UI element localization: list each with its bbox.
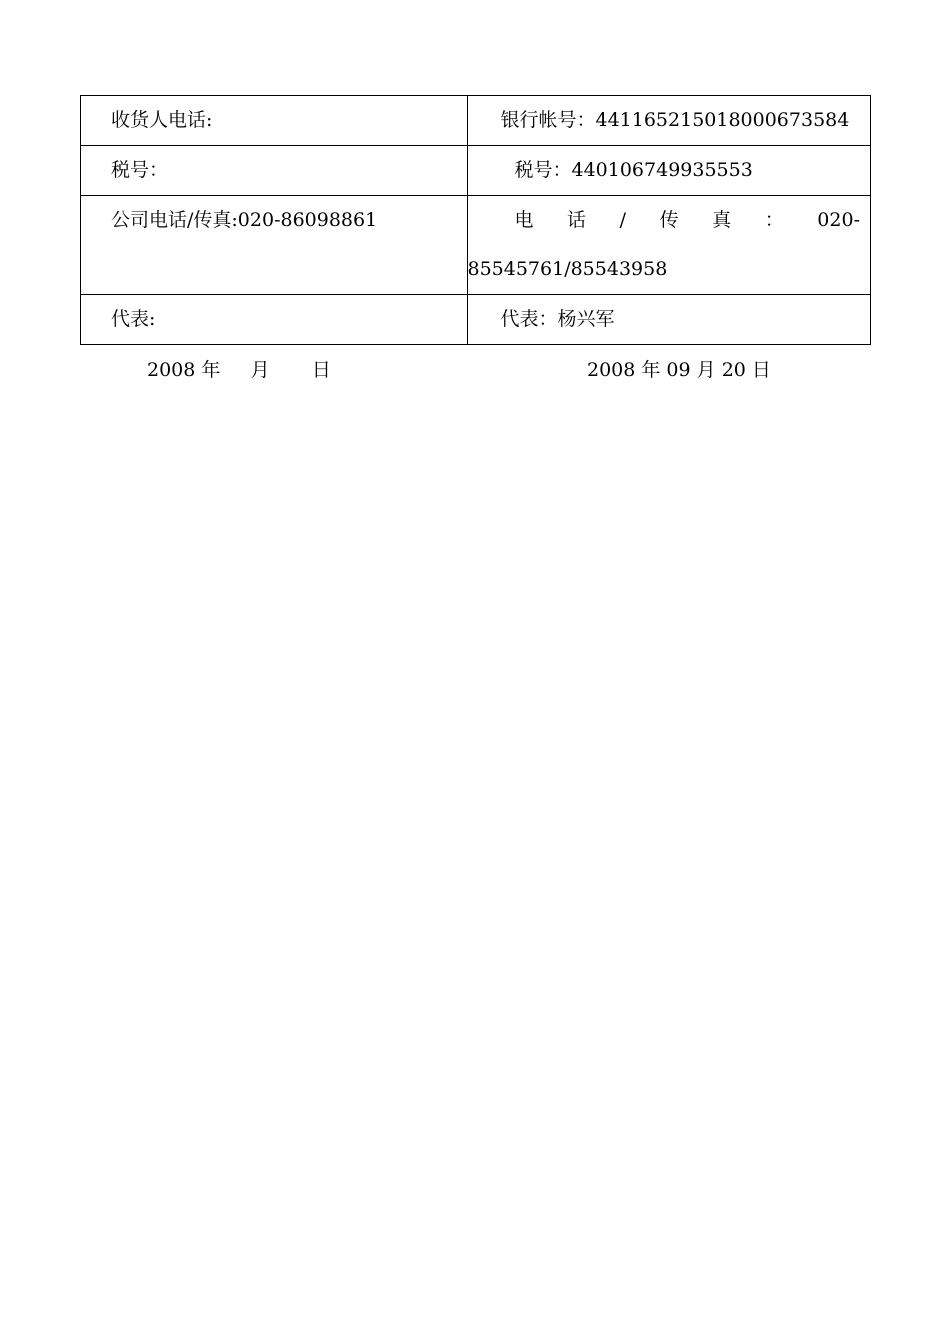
buyer-sign-date: 2008 年 月 日 [147,359,331,381]
seller-phone-fax-line1: 电话/传真：020- [514,209,860,231]
consignee-phone-label: 收货人电话: [111,109,213,131]
seller-representative-cell [468,295,871,345]
buyer-phone-fax-text: 公司电话/传真:020-86098861 [111,209,378,231]
seller-tax-id-text: 税号：440106749935553 [514,159,753,181]
buyer-representative-cell [81,295,468,345]
bank-account-text: 银行帐号：44116521501800067358​4 [500,109,850,131]
bank-account-cell [468,96,871,146]
buyer-tax-id-label: 税号： [111,159,169,181]
table-row [81,295,871,345]
seller-phone-fax-cell [468,196,871,295]
table-row [81,146,871,196]
table-row [81,96,871,146]
table-row [81,196,871,295]
buyer-representative-label: 代表: [111,308,156,330]
consignee-phone-cell [81,96,468,146]
buyer-phone-fax-cell [81,196,468,295]
seller-sign-date: 2008 年 09 月 20 日 [587,359,771,381]
buyer-tax-id-cell [81,146,468,196]
contract-signature-table [80,95,871,345]
seller-tax-id-cell [468,146,871,196]
seller-phone-fax-line2: 85545761/85543958 [467,258,668,280]
seller-representative-text: 代表：杨兴军 [500,308,615,330]
